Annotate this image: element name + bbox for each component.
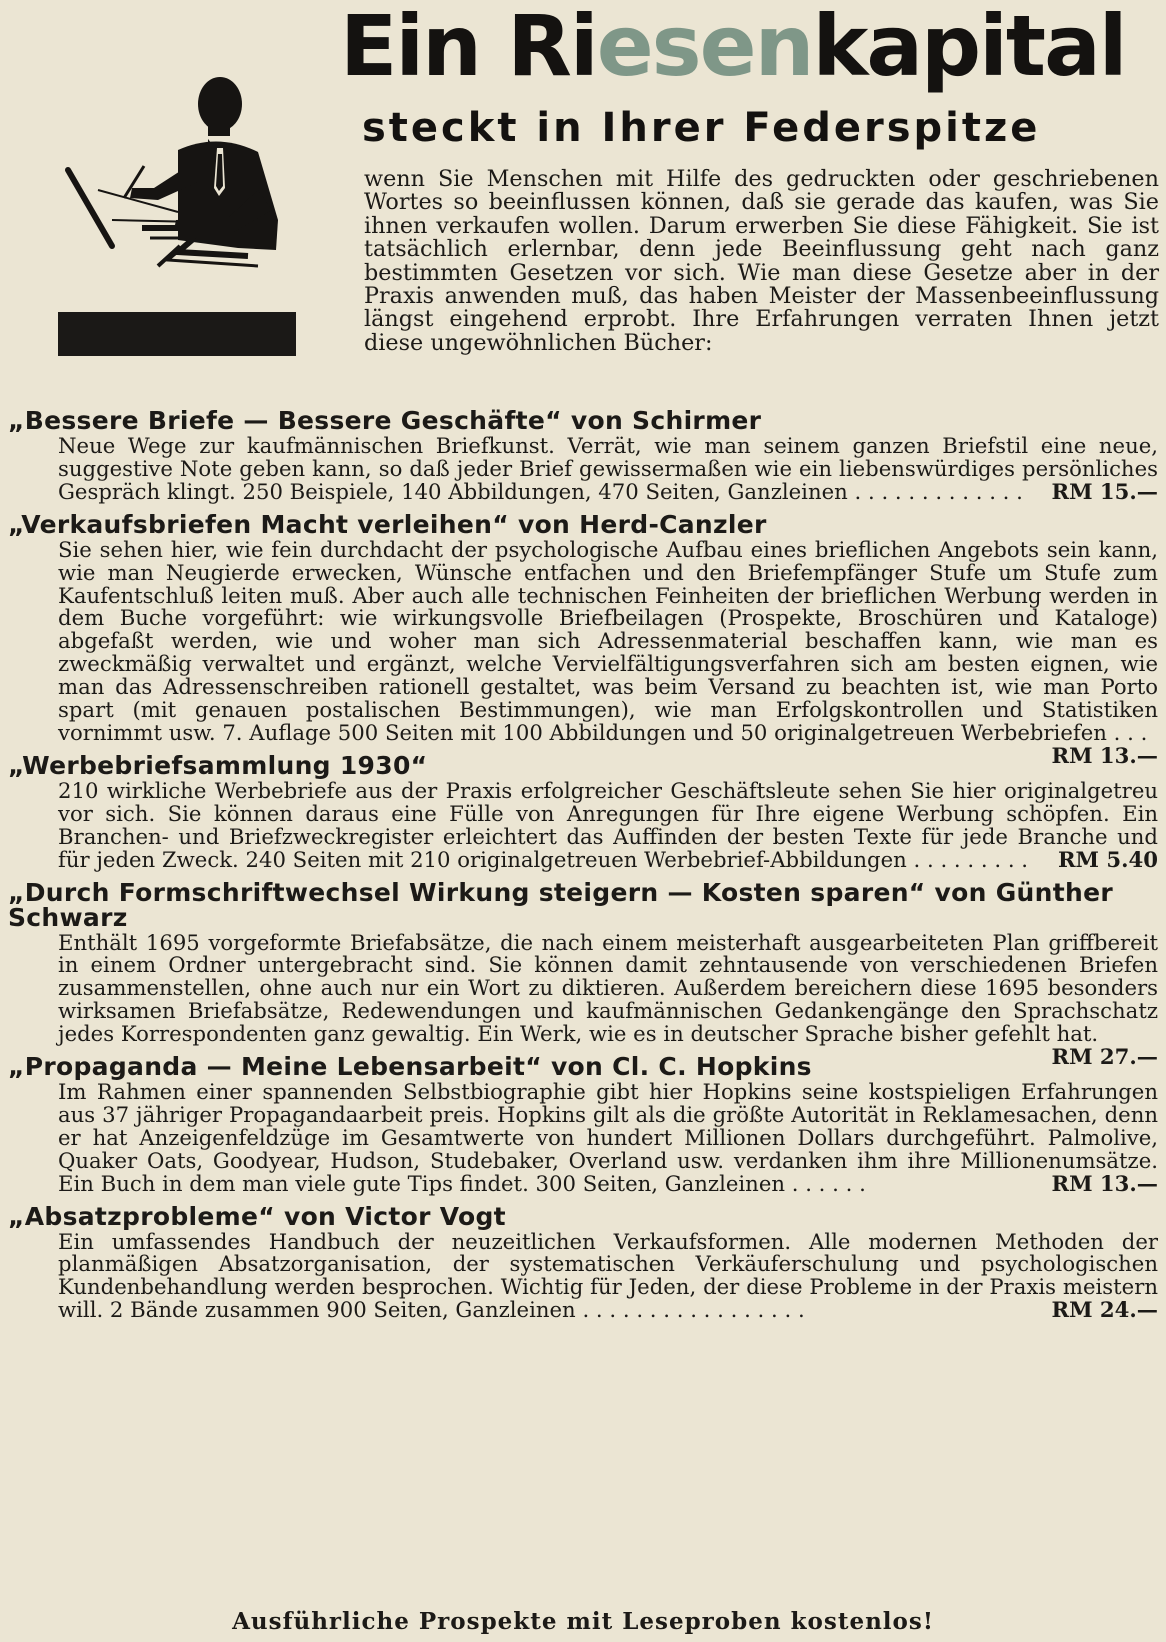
book-entry xyxy=(8,408,1158,504)
book-entry xyxy=(8,750,1158,872)
book-price: RM 27.— xyxy=(1051,1044,1158,1070)
writer-at-desk-illustration xyxy=(58,70,318,380)
book-description-text: Ein umfassendes Handbuch der neuzeitlichen Verkaufsformen. Alle modernen Methoden der planmäßigen Absatzorganisation, der systematischen Verkäuferschulung und psychologischen Kundenbehandlung werden besprochen. Wichtig für Jeden, der diese Probleme in der Praxis meistern will. 2 Bände zusammen 900 Seiten, Ganzleinen . . . . . . . . . . . . . . . . . xyxy=(58,1228,1158,1323)
intro-paragraph: wenn Sie Menschen mit Hilfe des gedruckten oder geschriebenen Wortes so beeinflussen können, daß sie gerade das kaufen, was Sie ihnen verkaufen wollen. Darum erwerben Sie diese Fähigkeit. Sie ist tatsächlich erlernbar, denn jede Beeinflussung geht nach ganz bestimmten Gesetzen vor sich. Wie man diese Gesetze aber in der Praxis anwenden muß, das haben Meister der Massenbeeinflussung längst eingehend erprobt. Ihre Erfahrungen verraten Ihnen jetzt diese ungewöhnlichen Bücher: xyxy=(364,166,1159,356)
headline xyxy=(340,0,1160,95)
book-description-text: Neue Wege zur kaufmännischen Briefkunst. Verrät, wie man seinem ganzen Briefstil eine neue, suggestive Note geben kann, so daß jeder Brief gewissermaßen wie ein liebenswürdiges persönliches Gespräch klingt. 250 Beispiele, 140 Abbildungen, 470 Seiten, Ganzleinen . . . . . . . . . . . . . xyxy=(58,433,1158,504)
book-description-text: 210 wirkliche Werbebriefe aus der Praxis erfolgreicher Geschäftsleute sehen Sie hier originalgetreu vor sich. Sie können daraus eine Fülle von Anregungen für Ihre eigene Werbung schöpfen. Ein Branchen- und Briefzweckregister erleichtert das Auffinden der besten Texte für jede Branche und für jeden Zweck. 240 Seiten mit 210 originalgetreuen Werbebrief-Abbildungen . . . . . . . . . xyxy=(58,777,1158,872)
book-description-text: Im Rahmen einer spannenden Selbstbiographie gibt hier Hopkins seine kostspieligen Erfahrungen aus 37 jähriger Propagandaarbeit preis. Hopkins gilt als die größte Autorität in Reklamesachen, denn er hat Anzeigenfeldzüge im Gesamtwerte von hundert Millionen Dollars durchgeführt. Palmolive, Quaker Oats, Goodyear, Hudson, Studebaker, Overland usw. verdanken ihm ihre Millionenumsätze. Ein Buch in dem man viele gute Tips findet. 300 Seiten, Ganzleinen . . . . . . xyxy=(58,1079,1158,1196)
book-title: „Absatzprobleme“ von Victor Vogt xyxy=(8,1201,506,1231)
book-description xyxy=(58,1081,1158,1196)
book-price: RM 5.40 xyxy=(1057,846,1158,872)
book-description-text: Enthält 1695 vorgeformte Briefabsätze, die nach einem meisterhaft ausgearbeiteten Plan griffbereit in einem Ordner untergebracht sind. Sie können damit zehntausende von verschiedenen Briefen zusammenstellen, ohne auch nur ein Wort zu diktieren. Außerdem bereichern diese 1695 besonders wirksamen Briefabsätze, Redewendungen und kaufmännischen Gedankengänge den Sprachschatz jedes Korrespondenten ganz gewaltig. Ein Werk, wie es in deutscher Sprache bisher gefehlt hat. xyxy=(58,929,1158,1047)
book-title: „Bessere Briefe — Bessere Geschäfte“ von Schirmer xyxy=(8,406,762,435)
book-price: RM 13.— xyxy=(1051,1170,1158,1196)
book-description xyxy=(58,777,1158,872)
book-title: „Verkaufsbriefen Macht verleihen“ von Herd-Canzler xyxy=(8,509,767,539)
headline-part-3: kapital xyxy=(812,0,1126,95)
footer-note: Ausführliche Prospekte mit Leseproben kostenlos! xyxy=(232,1608,934,1635)
book-description xyxy=(58,1228,1158,1323)
subheadline: steckt in Ihrer Federspitze xyxy=(362,105,1041,151)
book-price: RM 13.— xyxy=(1051,742,1158,768)
book-description-text: Sie sehen hier, wie fein durchdacht der psychologische Aufbau eines brieflichen Angebots sein kann, wie man Neugierde erwecken, Wünsche entfachen und den Briefempfänger Stufe um Stufe zum Kaufentschluß leiten muß. Aber auch alle technischen Feinheiten der brieflichen Werbung werden in dem Buche vorgeführt: wie wirkungsvolle Briefbeilagen (Prospekte, Broschüren und Kataloge) abgefaßt werden, wie und woher man sich Adressenmaterial beschaffen kann, wie man es zweckmäßig verwaltet und ergänzt, welche Vervielfältigungsverfahren sich am besten eignen, wie man das Adressenschreiben rationell gestaltet, was beim Versand zu beachten ist, wie man Porto spart (mit genauen postalischen Bestimmungen), wie man Erfolgskontrollen und Statistiken vornimmt usw. 7. Auflage 500 Seiten mit 100 Abbildungen und 50 originalgetreuen Werbebriefen . . . xyxy=(58,536,1158,745)
book-description xyxy=(58,435,1158,504)
book-title: „Werbebriefsammlung 1930“ xyxy=(8,750,428,780)
headline-part-1: Ein Ri xyxy=(340,0,597,95)
book-title: „Durch Formschriftwechsel Wirkung steigern — Kosten sparen“ von Günther Schwarz xyxy=(8,877,1113,932)
book-entry xyxy=(8,1054,1158,1196)
book-list xyxy=(8,408,1158,1330)
book-price: RM 24.— xyxy=(1051,1297,1158,1323)
headline-part-2: esen xyxy=(596,0,813,95)
book-entry xyxy=(8,1201,1158,1323)
book-title: „Propaganda — Meine Lebensarbeit“ von Cl. C. Hopkins xyxy=(8,1052,812,1082)
book-price: RM 15.— xyxy=(1051,478,1158,504)
